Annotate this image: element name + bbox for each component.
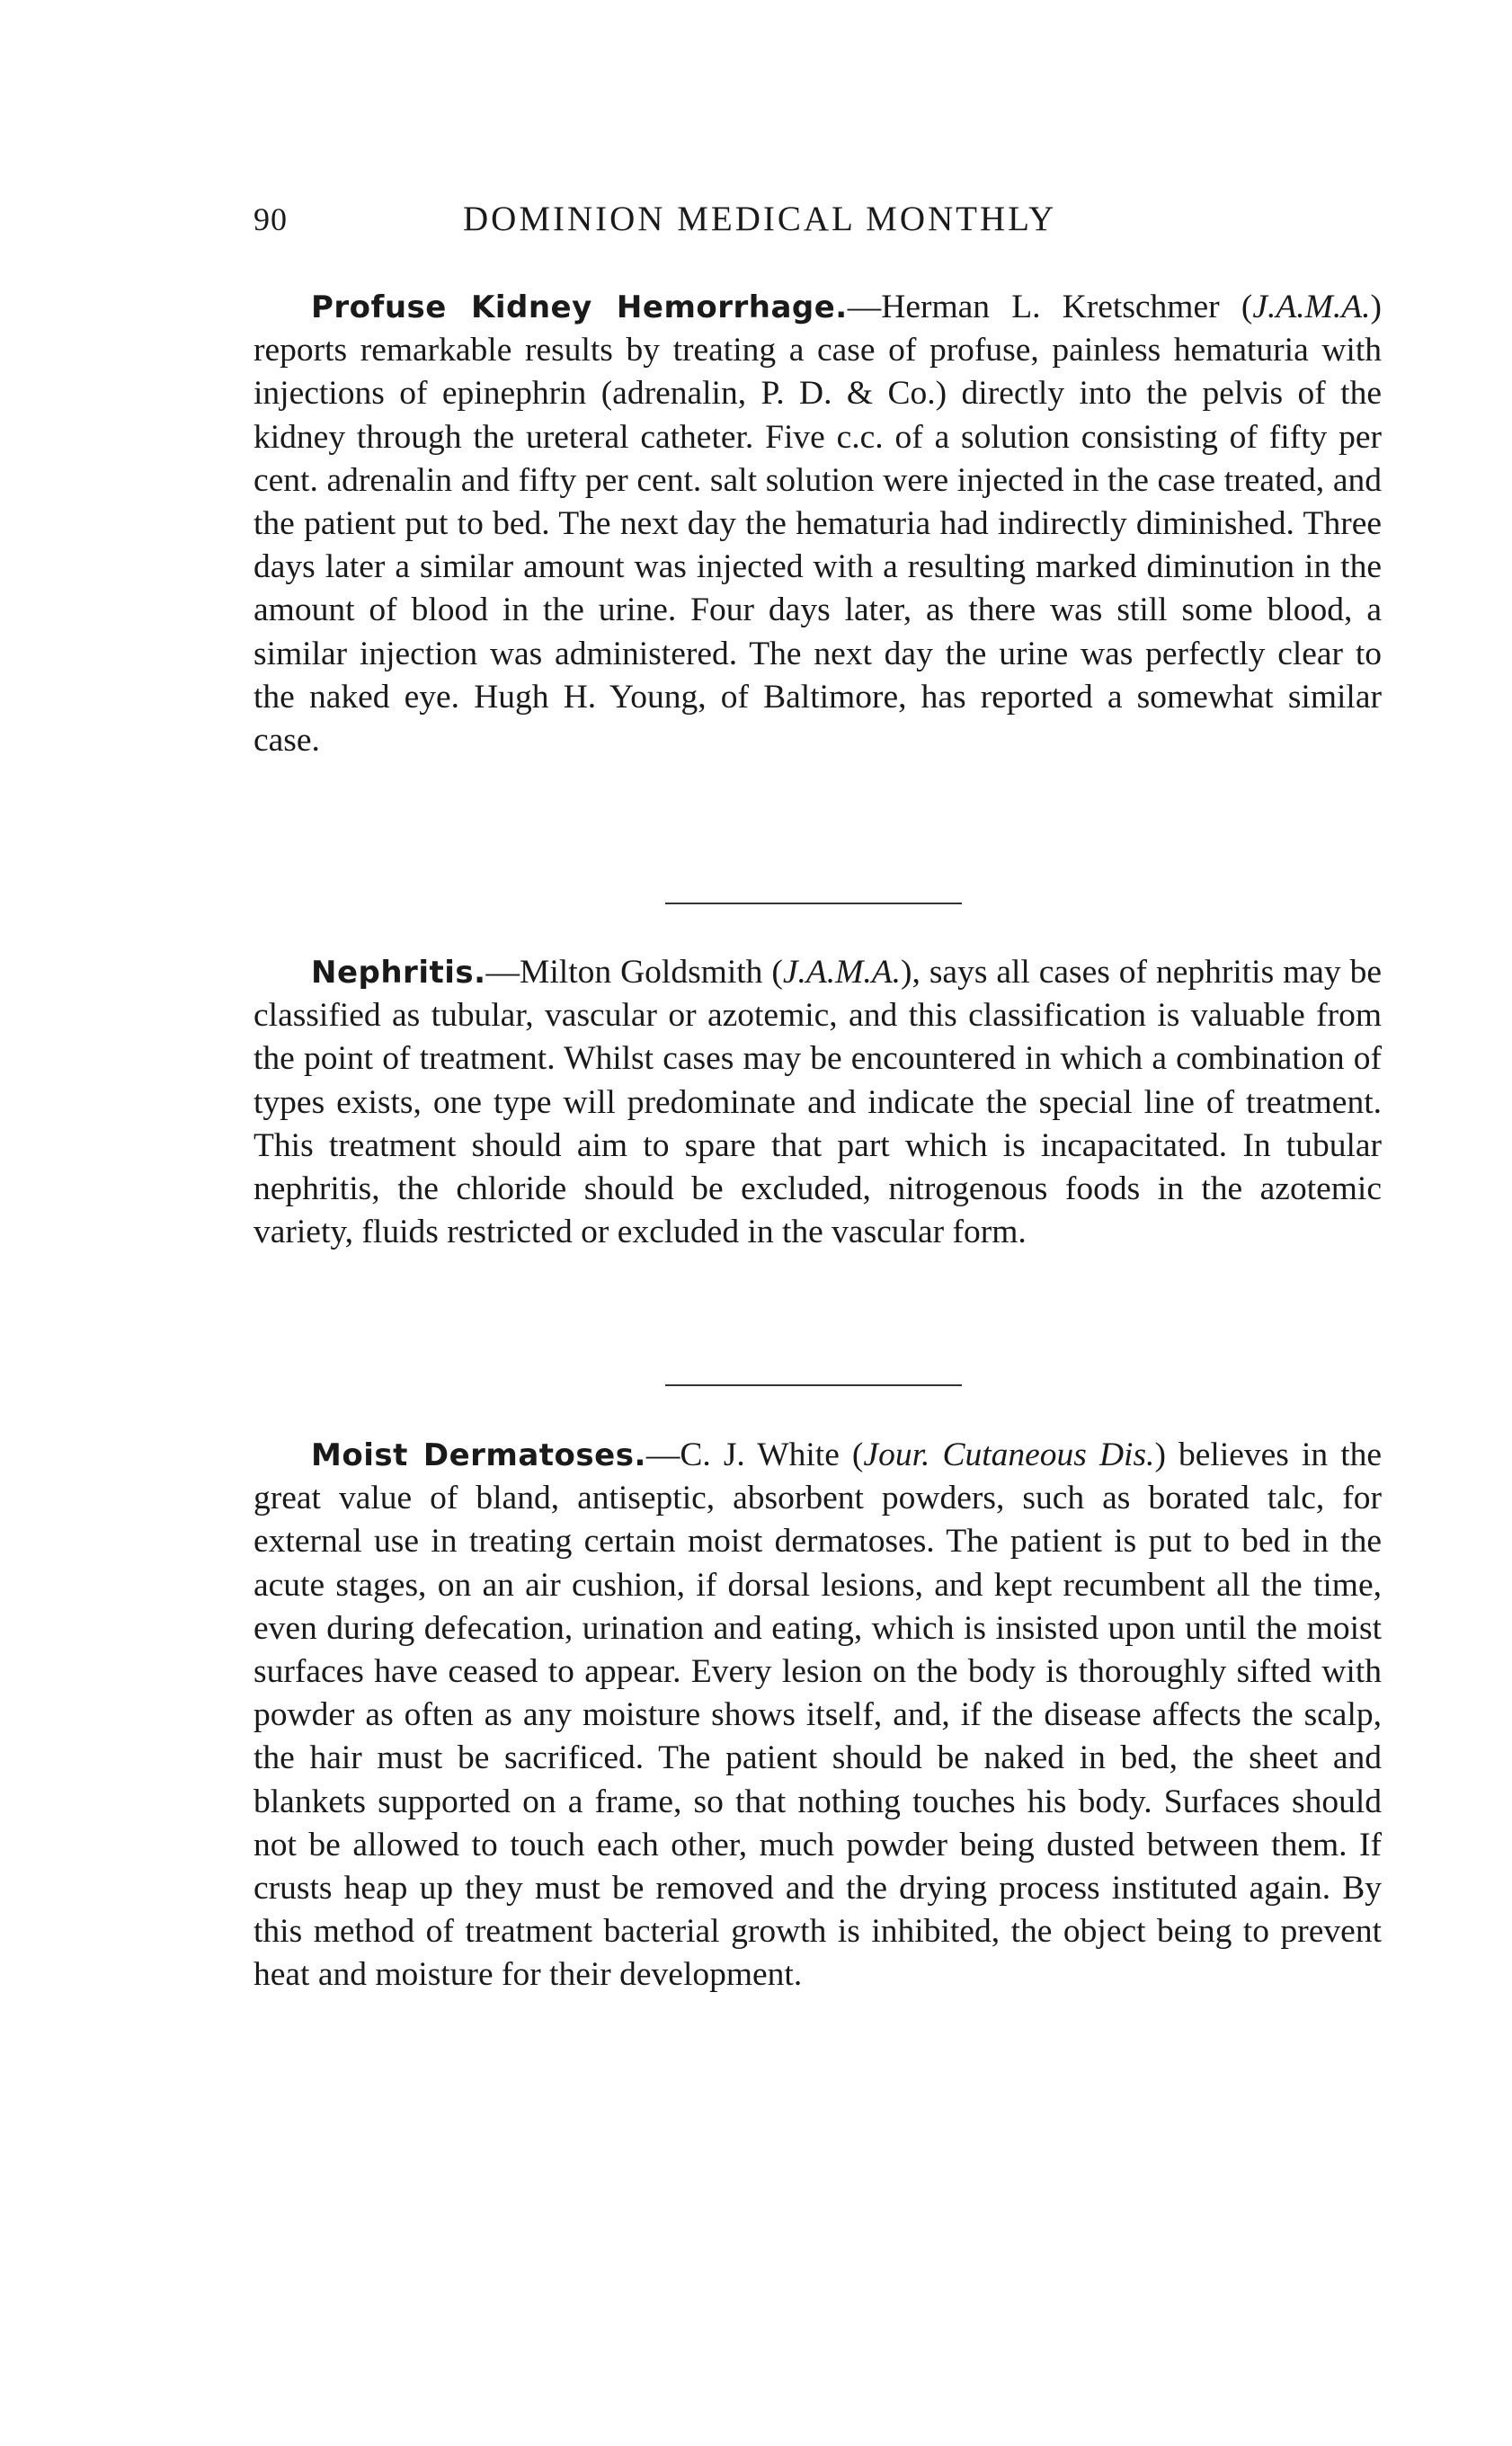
journal-title: DOMINION MEDICAL MONTHLY bbox=[463, 200, 1057, 238]
citation-source: J.A.M.A. bbox=[1252, 289, 1371, 325]
article-text: —C. J. White ( bbox=[645, 1436, 864, 1473]
article-moist-dermatoses bbox=[253, 1434, 1382, 1997]
article-paragraph bbox=[253, 1434, 1382, 1997]
citation-source: Jour. Cutaneous Dis. bbox=[863, 1436, 1155, 1473]
article-paragraph bbox=[253, 286, 1382, 762]
article-text: ) believes in the great value of bland, antiseptic, absorbent powders, such as borated talc, for external use in treating certain moist dermatoses. The patient is put to bed in the acute stages, on an air cushion, if dorsal lesions, and kept recumbent all the time, even during defecation, urination and eating, which is insisted upon until the moist surfaces have ceased to appear. Every lesion on the body is thoroughly sifted with powder as often as any moisture shows itself, and, if the disease affects the scalp, the hair must be sacrificed. The patient should be naked in bed, the sheet and blankets supported on a frame, so that nothing touches his body. Surfaces should not be allowed to touch each other, much powder being dusted between them. If crusts heap up they must be removed and the drying process instituted again. By this method of treatment bacterial growth is inhibited, the object being to prevent heat and moisture for their development. bbox=[253, 1436, 1383, 1994]
citation-source: J.A.M.A. bbox=[782, 954, 902, 991]
section-divider bbox=[665, 903, 962, 904]
article-nephritis bbox=[253, 951, 1382, 1254]
page-number: 90 bbox=[253, 201, 288, 237]
article-kidney-hemorrhage bbox=[253, 286, 1382, 762]
running-head bbox=[253, 192, 1382, 246]
article-headline: Moist Dermatoses. bbox=[311, 1437, 646, 1473]
article-headline: Nephritis. bbox=[311, 955, 486, 991]
article-text: —Milton Goldsmith ( bbox=[485, 954, 783, 991]
article-text: ), says all cases of nephritis may be classified as tubular, vascular or azotemic, and this classification is valuable from the point of treatment. Whilst cases may be encountered in which a combination of types exists, one type will predominate and indicate the special line of treatment. This treatment should aim to spare that part which is incapacitated. In tubular nephritis, the chloride should be excluded, nitrogenous foods in the azotemic variety, fluids restricted or excluded in the vascular form. bbox=[253, 954, 1382, 1251]
article-headline: Profuse Kidney Hemorrhage. bbox=[311, 289, 848, 325]
article-text: —Herman L. Kretschmer ( bbox=[847, 289, 1253, 325]
article-paragraph bbox=[253, 951, 1382, 1254]
article-text: ) reports remarkable results by treating a case of profuse, painless hematuria with injections of epinephrin (adrenalin, P. D. & Co.) directly into the pelvis of the kidney through the ureteral catheter. Five c.c. of a solution consisting of fifty per cent. adrenalin and fifty per cent. salt solution were injected in the case treated, and the patient put to bed. The next day the hematuria had indirectly diminished. Three days later a similar amount was injected with a resulting marked diminution in the amount of blood in the urine. Four days later, as there was still some blood, a similar injection was administered. The next day the urine was perfectly clear to the naked eye. Hugh H. Young, of Baltimore, has reported a somewhat similar case. bbox=[253, 289, 1383, 760]
section-divider bbox=[665, 1384, 962, 1386]
